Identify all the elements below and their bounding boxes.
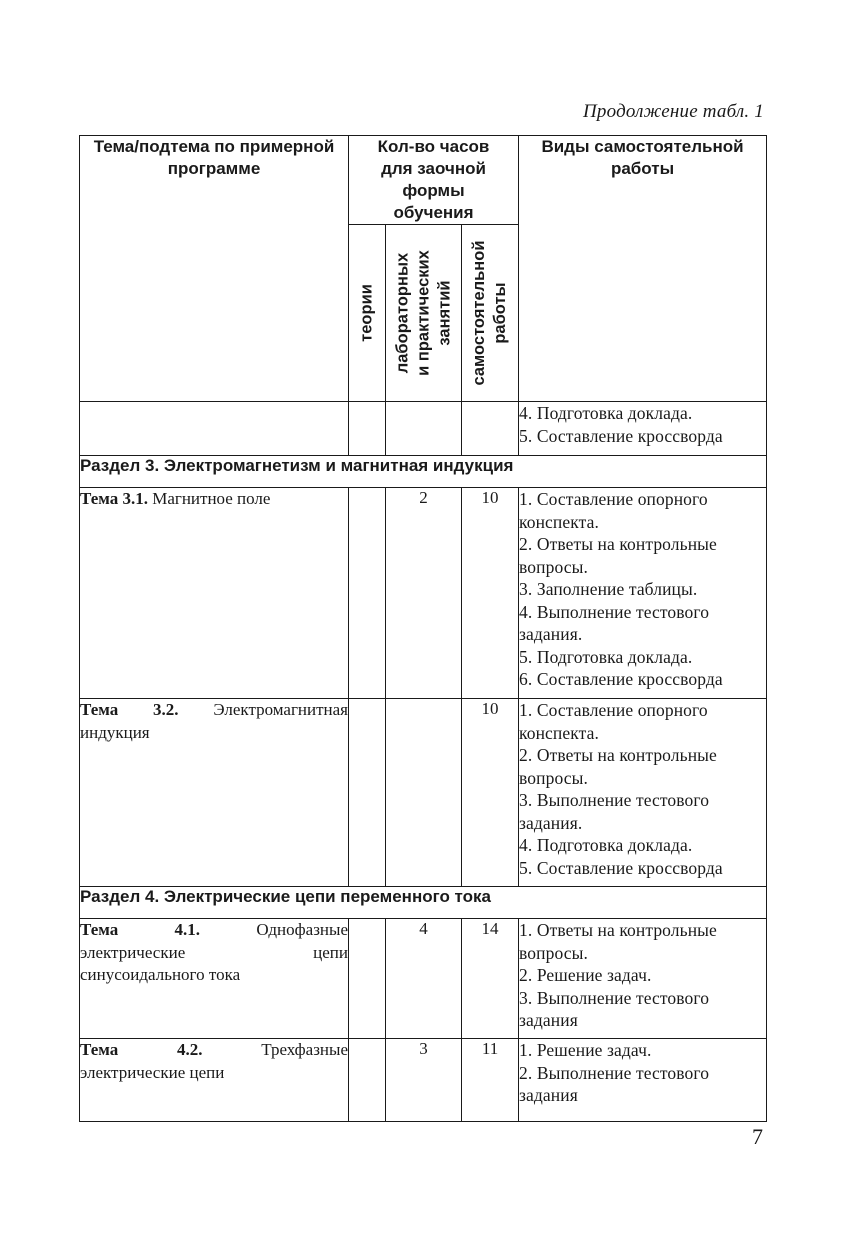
- work-item-line: конспекта.: [519, 722, 599, 743]
- curriculum-table: [79, 135, 767, 1122]
- hours-labs-cell: [386, 699, 462, 887]
- work-item-line: вопросы.: [519, 942, 588, 963]
- header-topic: [80, 136, 349, 402]
- work-item-line: задания.: [519, 812, 583, 833]
- works-cell: [519, 699, 767, 887]
- table-row: [80, 699, 767, 887]
- header-theory: [349, 225, 386, 402]
- works-cell: [519, 488, 767, 699]
- hours-theory-cell: [349, 402, 386, 456]
- hours-labs-cell: 2: [386, 488, 462, 699]
- work-item-line: 6. Составление кроссворда: [519, 669, 723, 689]
- table-body: [80, 402, 767, 1122]
- work-item-line: задания.: [519, 624, 583, 644]
- table-row: [80, 919, 767, 1039]
- header-labs-line: занятий: [435, 280, 453, 346]
- topic-number: Тема 4.1.: [80, 920, 201, 939]
- header-self-line: работы: [491, 282, 510, 344]
- topic-number: Тема 4.2.: [80, 1040, 203, 1059]
- work-item-line: 1. Составление опорного: [519, 489, 708, 509]
- topic-cell: [80, 402, 349, 456]
- topic-cell: [80, 919, 349, 1039]
- header-works: [519, 136, 767, 402]
- header-labs-label: [392, 250, 455, 376]
- table-continuation-caption: Продолжение табл. 1: [583, 101, 764, 122]
- hours-labs-cell: 3: [386, 1039, 462, 1122]
- work-item-line: вопросы.: [519, 556, 588, 577]
- work-item-line: 2. Решение задач.: [519, 965, 652, 985]
- topic-title: Трехфазные электрические цепи: [80, 1040, 348, 1082]
- section-title: Раздел 3. Электромагнетизм и магнитная индукция: [80, 456, 767, 488]
- hours-theory-cell: [349, 699, 386, 887]
- work-item-line: 5. Составление кроссворда: [519, 425, 723, 446]
- work-item-line: вопросы.: [519, 767, 588, 788]
- section-title: Раздел 4. Электрические цепи переменного тока: [80, 887, 767, 919]
- hours-theory-cell: [349, 1039, 386, 1122]
- hours-self-cell: 10: [462, 699, 519, 887]
- work-item-line: конспекта.: [519, 511, 599, 532]
- section-row: [80, 887, 767, 919]
- hours-self-cell: 11: [462, 1039, 519, 1122]
- work-item-line: задания: [519, 1010, 578, 1030]
- header-works-label: Виды самостоятельной работы: [541, 137, 744, 178]
- header-self-line: самостоятельной: [470, 240, 489, 386]
- header-hours-group: [349, 136, 519, 225]
- header-self-study-label: [469, 240, 511, 385]
- topic-cell: [80, 488, 349, 699]
- topic-number: Тема 3.1.: [80, 489, 148, 508]
- header-labs-line: лабораторных: [393, 252, 411, 374]
- works-cell: [519, 1039, 767, 1122]
- table-row: [80, 402, 767, 456]
- header-self-study: [462, 225, 519, 402]
- work-item-line: 1. Решение задач.: [519, 1040, 652, 1060]
- work-item-line: 4. Подготовка доклада.: [519, 835, 693, 855]
- work-item-line: задания: [519, 1085, 578, 1105]
- topic-number: Тема 3.2.: [80, 700, 179, 719]
- work-item-line: 3. Выполнение тестового: [519, 790, 710, 810]
- work-item-line: 4. Подготовка доклада.: [519, 403, 693, 423]
- topic-title: Электромагнитная индукция: [80, 700, 349, 742]
- work-item-line: 2. Ответы на контрольные: [519, 745, 717, 765]
- topic-title: Однофазные электрические цепи синусоидального тока: [80, 920, 348, 984]
- work-item-line: 4. Выполнение тестового: [519, 601, 710, 622]
- hours-self-cell: [462, 402, 519, 456]
- hours-theory-cell: [349, 488, 386, 699]
- work-item-line: 1. Ответы на контрольные: [519, 920, 717, 940]
- topic-cell: [80, 1039, 349, 1122]
- work-item-line: 2. Выполнение тестового: [519, 1062, 710, 1083]
- table-row: [80, 488, 767, 699]
- work-item-line: 2. Ответы на контрольные: [519, 534, 717, 554]
- header-hours-group-label: Кол-во часов для заочной формы обучения: [377, 137, 490, 222]
- section-row: [80, 456, 767, 488]
- header-topic-label: Тема/подтема по примерной программе: [93, 137, 335, 178]
- topic-cell: [80, 699, 349, 887]
- works-cell: [519, 402, 767, 456]
- header-labs: [386, 225, 462, 402]
- header-theory-label: теории: [357, 284, 376, 342]
- table-row: [80, 1039, 767, 1122]
- hours-labs-cell: 4: [386, 919, 462, 1039]
- work-item-line: 1. Составление опорного: [519, 700, 708, 720]
- work-item-line: 3. Заполнение таблицы.: [519, 579, 698, 599]
- page-number: 7: [752, 1124, 763, 1149]
- topic-title: Магнитное поле: [147, 489, 271, 508]
- hours-theory-cell: [349, 919, 386, 1039]
- work-item-line: 5. Составление кроссворда: [519, 857, 723, 878]
- hours-self-cell: 14: [462, 919, 519, 1039]
- hours-labs-cell: [386, 402, 462, 456]
- work-item-line: 5. Подготовка доклада.: [519, 646, 693, 667]
- header-labs-line: и практических: [414, 250, 432, 376]
- hours-self-cell: 10: [462, 488, 519, 699]
- works-cell: [519, 919, 767, 1039]
- work-item-line: 3. Выполнение тестового: [519, 987, 710, 1008]
